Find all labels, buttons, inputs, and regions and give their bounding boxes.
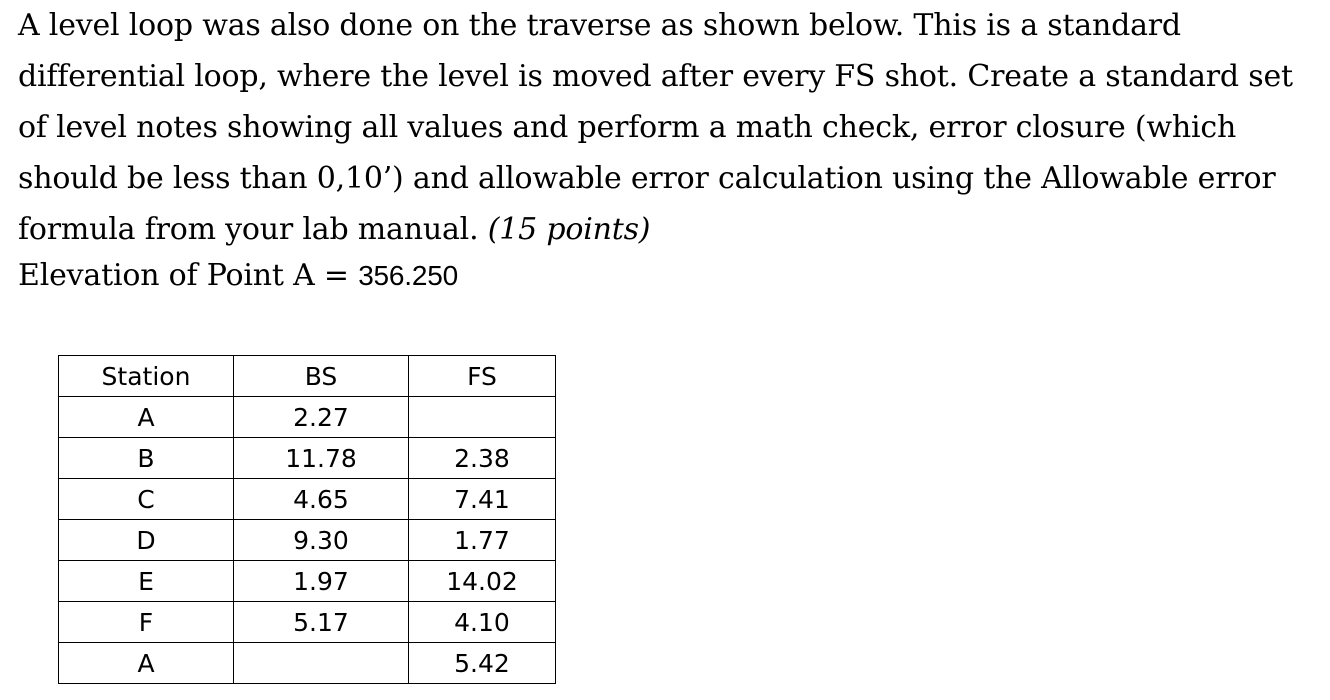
bs-cell: 1.97: [234, 561, 409, 602]
table-row: [59, 397, 556, 438]
header-fs: FS: [409, 356, 556, 397]
elevation-value: 356.250: [358, 260, 459, 291]
table-row: [59, 479, 556, 520]
fs-cell: 14.02: [409, 561, 556, 602]
header-bs: BS: [234, 356, 409, 397]
table-row: [59, 643, 556, 684]
fs-cell: 4.10: [409, 602, 556, 643]
table-row: [59, 438, 556, 479]
bs-cell: 5.17: [234, 602, 409, 643]
station-cell: B: [59, 438, 234, 479]
station-cell: C: [59, 479, 234, 520]
station-cell: A: [59, 397, 234, 438]
table-row: [59, 602, 556, 643]
header-station: Station: [59, 356, 234, 397]
level-notes-table: [58, 355, 556, 684]
question-paragraph: [18, 0, 1323, 255]
station-cell: A: [59, 643, 234, 684]
station-cell: E: [59, 561, 234, 602]
question-body: A level loop was also done on the traverse as shown below. This is a standard differential loop, where the level is moved after every FS shot. Create a standard set of level notes showing all values and perform a math check, error closure (which should be less than 0,10’) and allowable error calculation using the Allowable error formula from your lab manual.: [18, 8, 1293, 247]
question-points: (15 points): [487, 212, 651, 247]
bs-cell: 2.27: [234, 397, 409, 438]
elevation-label: Elevation of Point A =: [18, 258, 349, 293]
fs-cell: 5.42: [409, 643, 556, 684]
table-header-row: [59, 356, 556, 397]
table-row: [59, 520, 556, 561]
fs-cell: [409, 397, 556, 438]
bs-cell: 11.78: [234, 438, 409, 479]
station-cell: D: [59, 520, 234, 561]
bs-cell: 9.30: [234, 520, 409, 561]
elevation-line: [18, 253, 458, 299]
bs-cell: 4.65: [234, 479, 409, 520]
fs-cell: 7.41: [409, 479, 556, 520]
fs-cell: 1.77: [409, 520, 556, 561]
question-text-block: [18, 0, 1323, 255]
fs-cell: 2.38: [409, 438, 556, 479]
station-cell: F: [59, 602, 234, 643]
table-row: [59, 561, 556, 602]
bs-cell: [234, 643, 409, 684]
